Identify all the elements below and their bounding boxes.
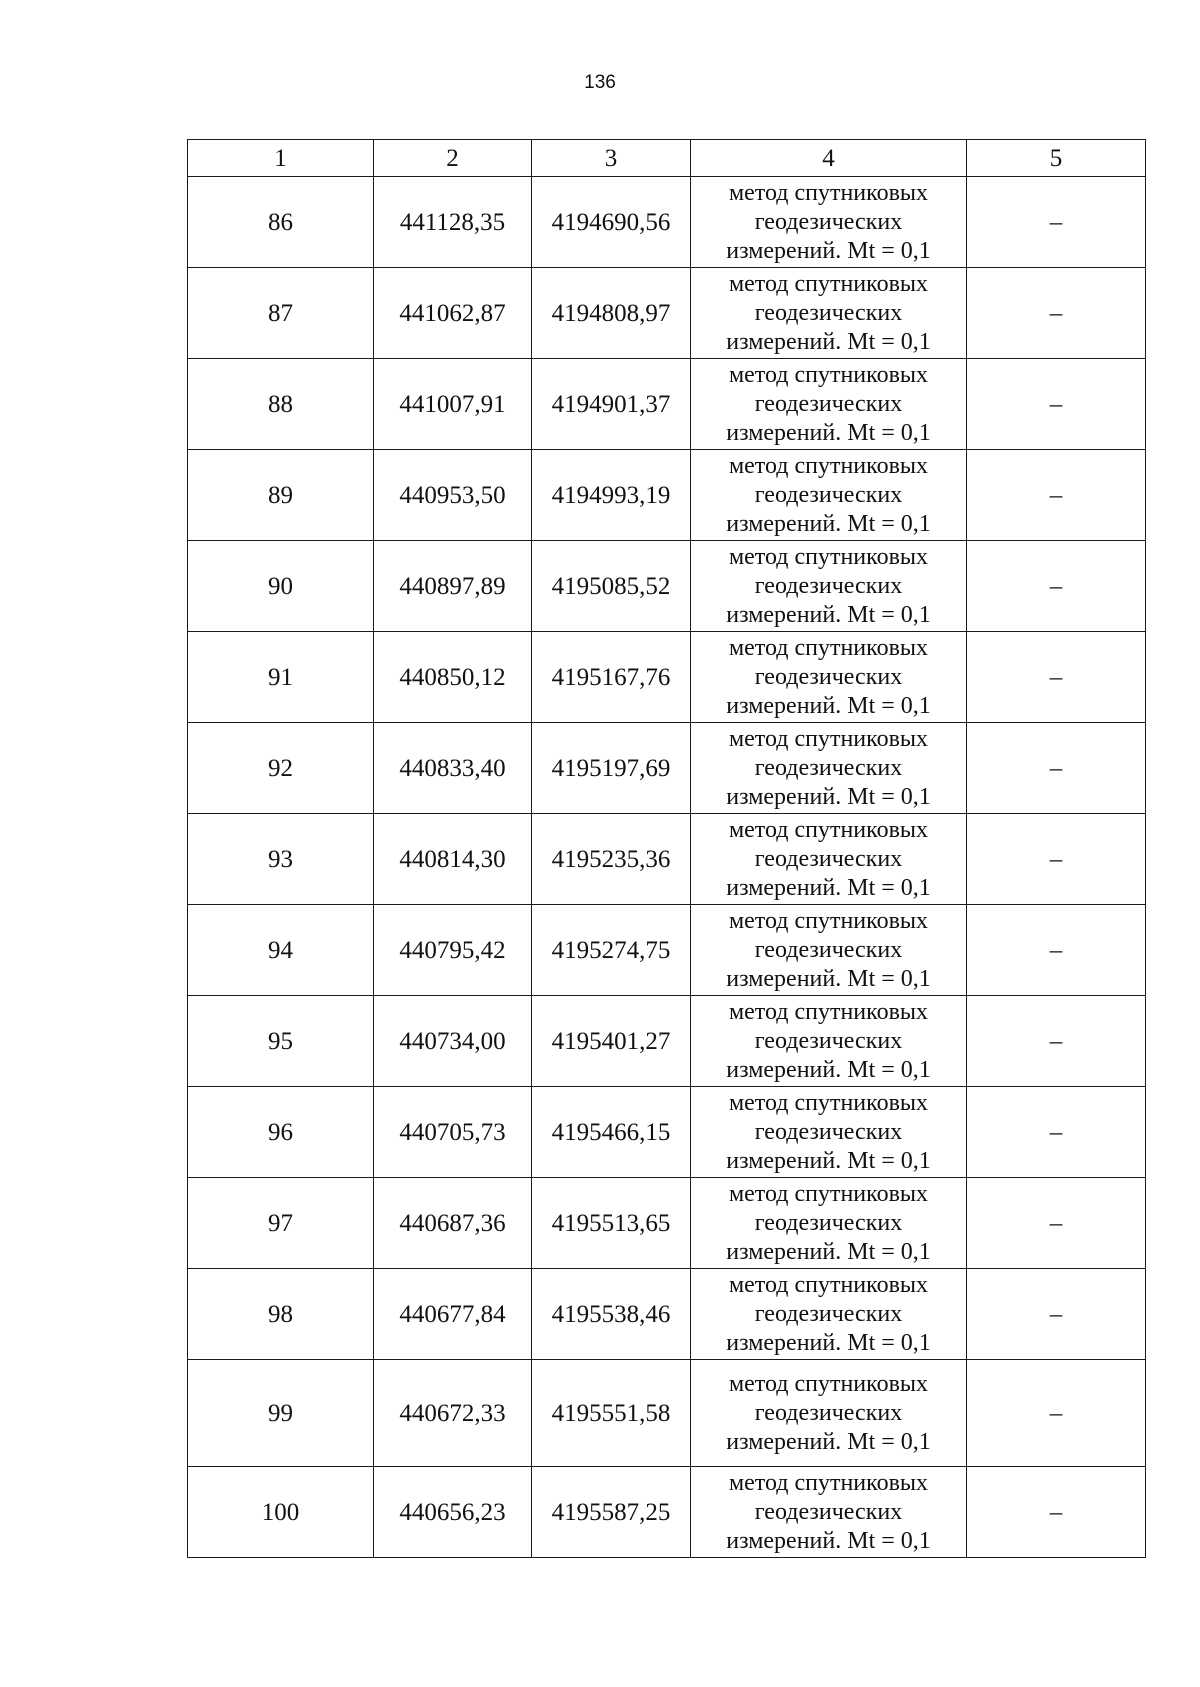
method-line: геодезических [754, 299, 903, 326]
coordinates-table [187, 139, 1146, 1558]
method-line: геодезических [754, 572, 903, 599]
table-row [188, 905, 1146, 996]
table-row [188, 541, 1146, 632]
point-number-cell: 98 [188, 1269, 374, 1360]
method-cell [691, 268, 967, 359]
method-line: измерений. Mt = 0,1 [726, 1428, 931, 1455]
x-coordinate-cell: 440677,84 [374, 1269, 532, 1360]
method-cell [691, 359, 967, 450]
table-row [188, 1087, 1146, 1178]
method-cell [691, 1178, 967, 1269]
point-number-cell: 92 [188, 723, 374, 814]
table-row [188, 1178, 1146, 1269]
method-cell [691, 1269, 967, 1360]
method-line: геодезических [754, 1498, 903, 1525]
method-cell [691, 632, 967, 723]
method-line: измерений. Mt = 0,1 [726, 328, 931, 355]
y-coordinate-cell: 4194808,97 [532, 268, 691, 359]
point-number-cell: 97 [188, 1178, 374, 1269]
method-line: геодезических [754, 1300, 903, 1327]
x-coordinate-cell: 440672,33 [374, 1360, 532, 1467]
y-coordinate-cell: 4195538,46 [532, 1269, 691, 1360]
note-cell: – [967, 632, 1146, 723]
method-cell [691, 541, 967, 632]
method-cell [691, 450, 967, 541]
method-line: измерений. Mt = 0,1 [726, 1056, 931, 1083]
column-header-5: 5 [967, 140, 1146, 177]
note-cell: – [967, 177, 1146, 268]
note-cell: – [967, 814, 1146, 905]
note-cell: – [967, 268, 1146, 359]
method-cell [691, 996, 967, 1087]
point-number-cell: 100 [188, 1467, 374, 1558]
method-line: метод спутниковых [728, 361, 929, 388]
column-header-2: 2 [374, 140, 532, 177]
table-row [188, 268, 1146, 359]
point-number-cell: 89 [188, 450, 374, 541]
method-cell [691, 1087, 967, 1178]
y-coordinate-cell: 4195235,36 [532, 814, 691, 905]
x-coordinate-cell: 440953,50 [374, 450, 532, 541]
note-cell: – [967, 1178, 1146, 1269]
y-coordinate-cell: 4194993,19 [532, 450, 691, 541]
method-line: измерений. Mt = 0,1 [726, 510, 931, 537]
method-cell [691, 814, 967, 905]
table-header-row [188, 140, 1146, 177]
method-line: геодезических [754, 1027, 903, 1054]
method-line: измерений. Mt = 0,1 [726, 237, 931, 264]
point-number-cell: 93 [188, 814, 374, 905]
y-coordinate-cell: 4195274,75 [532, 905, 691, 996]
method-line: измерений. Mt = 0,1 [726, 1329, 931, 1356]
method-cell [691, 905, 967, 996]
y-coordinate-cell: 4195085,52 [532, 541, 691, 632]
y-coordinate-cell: 4195513,65 [532, 1178, 691, 1269]
method-line: геодезических [754, 936, 903, 963]
method-line: метод спутниковых [728, 634, 929, 661]
method-line: измерений. Mt = 0,1 [726, 601, 931, 628]
note-cell: – [967, 359, 1146, 450]
table-body [188, 177, 1146, 1558]
table-row [188, 632, 1146, 723]
table-row [188, 814, 1146, 905]
table-row [188, 1269, 1146, 1360]
x-coordinate-cell: 440814,30 [374, 814, 532, 905]
method-cell [691, 723, 967, 814]
point-number-cell: 87 [188, 268, 374, 359]
page-number: 136 [584, 72, 616, 93]
note-cell: – [967, 450, 1146, 541]
note-cell: – [967, 1087, 1146, 1178]
y-coordinate-cell: 4194690,56 [532, 177, 691, 268]
x-coordinate-cell: 440705,73 [374, 1087, 532, 1178]
x-coordinate-cell: 440795,42 [374, 905, 532, 996]
method-line: измерений. Mt = 0,1 [726, 783, 931, 810]
point-number-cell: 91 [188, 632, 374, 723]
note-cell: – [967, 1360, 1146, 1467]
table-row [188, 1467, 1146, 1558]
table-row [188, 177, 1146, 268]
method-line: метод спутниковых [728, 1469, 929, 1496]
method-line: измерений. Mt = 0,1 [726, 419, 931, 446]
method-line: измерений. Mt = 0,1 [726, 692, 931, 719]
column-header-4: 4 [691, 140, 967, 177]
method-line: геодезических [754, 754, 903, 781]
x-coordinate-cell: 440897,89 [374, 541, 532, 632]
point-number-cell: 86 [188, 177, 374, 268]
x-coordinate-cell: 440687,36 [374, 1178, 532, 1269]
table-row [188, 723, 1146, 814]
method-line: метод спутниковых [728, 1370, 929, 1397]
y-coordinate-cell: 4195167,76 [532, 632, 691, 723]
method-cell [691, 177, 967, 268]
note-cell: – [967, 1269, 1146, 1360]
x-coordinate-cell: 440833,40 [374, 723, 532, 814]
method-line: метод спутниковых [728, 543, 929, 570]
method-line: метод спутниковых [728, 270, 929, 297]
table-row [188, 1360, 1146, 1467]
point-number-cell: 96 [188, 1087, 374, 1178]
y-coordinate-cell: 4194901,37 [532, 359, 691, 450]
x-coordinate-cell: 441007,91 [374, 359, 532, 450]
y-coordinate-cell: 4195587,25 [532, 1467, 691, 1558]
column-header-3: 3 [532, 140, 691, 177]
x-coordinate-cell: 440656,23 [374, 1467, 532, 1558]
method-line: измерений. Mt = 0,1 [726, 874, 931, 901]
method-line: геодезических [754, 1209, 903, 1236]
note-cell: – [967, 996, 1146, 1087]
method-line: метод спутниковых [728, 179, 929, 206]
method-line: метод спутниковых [728, 1180, 929, 1207]
method-line: геодезических [754, 390, 903, 417]
note-cell: – [967, 723, 1146, 814]
method-cell [691, 1467, 967, 1558]
note-cell: – [967, 1467, 1146, 1558]
table-row [188, 359, 1146, 450]
method-line: геодезических [754, 663, 903, 690]
point-number-cell: 90 [188, 541, 374, 632]
method-line: геодезических [754, 208, 903, 235]
method-line: измерений. Mt = 0,1 [726, 1147, 931, 1174]
point-number-cell: 88 [188, 359, 374, 450]
note-cell: – [967, 905, 1146, 996]
x-coordinate-cell: 441062,87 [374, 268, 532, 359]
y-coordinate-cell: 4195551,58 [532, 1360, 691, 1467]
y-coordinate-cell: 4195401,27 [532, 996, 691, 1087]
x-coordinate-cell: 440734,00 [374, 996, 532, 1087]
method-line: метод спутниковых [728, 907, 929, 934]
x-coordinate-cell: 440850,12 [374, 632, 532, 723]
table-row [188, 996, 1146, 1087]
method-line: метод спутниковых [728, 725, 929, 752]
method-line: измерений. Mt = 0,1 [726, 965, 931, 992]
method-line: измерений. Mt = 0,1 [726, 1527, 931, 1554]
method-line: геодезических [754, 1399, 903, 1426]
table-row [188, 450, 1146, 541]
x-coordinate-cell: 441128,35 [374, 177, 532, 268]
method-line: метод спутниковых [728, 452, 929, 479]
note-cell: – [967, 541, 1146, 632]
column-header-1: 1 [188, 140, 374, 177]
method-line: метод спутниковых [728, 1271, 929, 1298]
method-line: геодезических [754, 1118, 903, 1145]
method-line: измерений. Mt = 0,1 [726, 1238, 931, 1265]
y-coordinate-cell: 4195197,69 [532, 723, 691, 814]
point-number-cell: 94 [188, 905, 374, 996]
method-line: геодезических [754, 481, 903, 508]
point-number-cell: 95 [188, 996, 374, 1087]
method-line: геодезических [754, 845, 903, 872]
y-coordinate-cell: 4195466,15 [532, 1087, 691, 1178]
method-line: метод спутниковых [728, 816, 929, 843]
method-line: метод спутниковых [728, 998, 929, 1025]
method-line: метод спутниковых [728, 1089, 929, 1116]
method-cell [691, 1360, 967, 1467]
point-number-cell: 99 [188, 1360, 374, 1467]
